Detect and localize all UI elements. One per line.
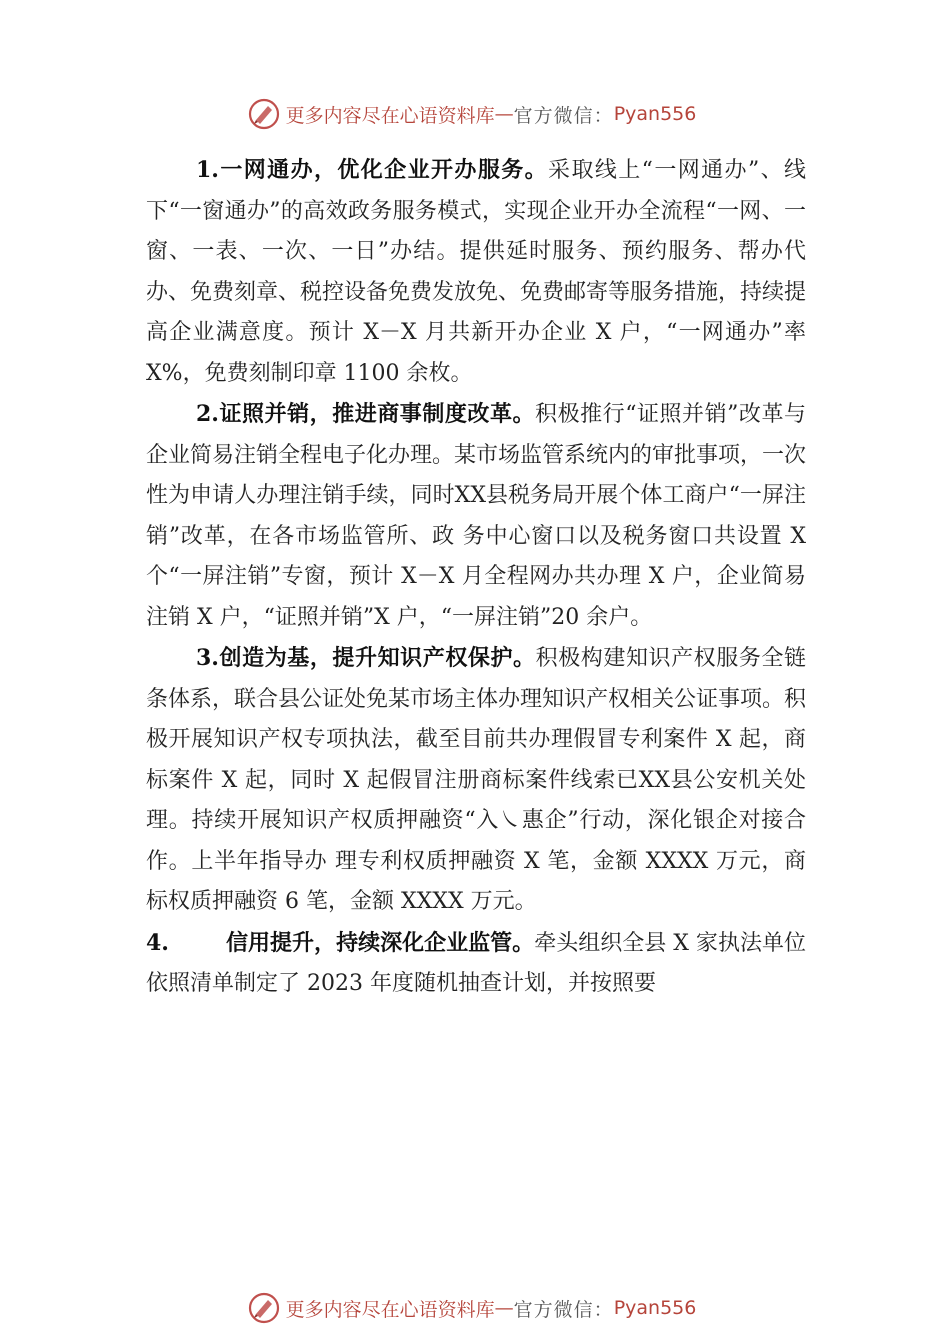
section-1-body: 采取线上“一网通办”、线下“一窗通办”的高效政务服务模式，实现企业开办全流程“一网、一窗、一表、一次、一日”办结。提供延时服务、预约服务、帮办代办、免费刻章、税控设备免费发放免、免费邮寄等服务措施，持续提高企业满意度。预计 X－X 月共新开办企业 X 户，“一网通办”率 X%，免费刻制印章 1100 余枚。: [146, 158, 807, 386]
section-2-heading: 2.证照并销，推进商事制度改革。: [196, 401, 536, 427]
section-2-body: 积极推行“证照并销”改革与企业简易注销全程电子化办理。某市场监管系统内的审批事项，一次性为申请人办理注销手续，同时XX县税务局开展个体工商户“一屏注销”改革，在各市场监管所、政 务中心窗口以及税务窗口共设置 X 个“一屏注销”专窗，预计 X－X 月全程网办共办理 X 户，企业简易注销 X 户，“证照并销”X 户，“一屏注销”20 余户。: [146, 402, 807, 630]
section-4-heading: 信用提升，持续深化企业监管。: [226, 929, 535, 956]
ink-pen-logo-icon: [246, 96, 282, 132]
banner-wechat-id: Pyan556: [613, 1297, 697, 1319]
section-4-number: 4.: [146, 929, 169, 956]
banner-separator: —: [494, 103, 514, 125]
section-3-body: 积极构建知识产权服务全链条体系，联合县公证处免某市场主体办理知识产权相关公证事项。积极开展知识产权专项执法，截至目前共办理假冒专利案件 X 起，商标案件 X 起，同时 X 起假冒注册商标案件线索已XX县公安机关处理。持续开展知识产权质押融资“入㇏惠企”行动，深化银企对接合作。上半年指导办 理专利权质押融资 X 笔，金额 XXXX 万元，商标权质押融资 6 笔，金额 XXXX 万元。: [146, 646, 807, 914]
section-1-heading: 1.一网通办，优化企业开办服务。: [196, 157, 549, 183]
section-3: [146, 638, 806, 923]
banner-wechat-id: Pyan556: [613, 103, 697, 125]
footer-watermark: [0, 1288, 950, 1328]
banner-text: 更多内容尽在心语资料库: [285, 1298, 495, 1321]
section-3-heading: 3.创造为基，提升知识产权保护。: [196, 645, 536, 671]
banner-official-label: 官方微信：: [513, 1298, 614, 1321]
document-body: [146, 150, 806, 1005]
banner-separator: —: [494, 1297, 514, 1319]
banner-official-label: 官方微信：: [513, 104, 614, 127]
section-4: [146, 923, 806, 1005]
section-1: [146, 150, 806, 394]
banner-text: 更多内容尽在心语资料库: [285, 104, 495, 127]
section-2: [146, 394, 806, 638]
ink-pen-logo-icon: [246, 1290, 282, 1326]
header-watermark: [0, 94, 950, 134]
section-4-body: 牵头组织全县 X 家执法单位依照清单制定了 2023 年度随机抽查计划，并按照要: [146, 930, 806, 996]
